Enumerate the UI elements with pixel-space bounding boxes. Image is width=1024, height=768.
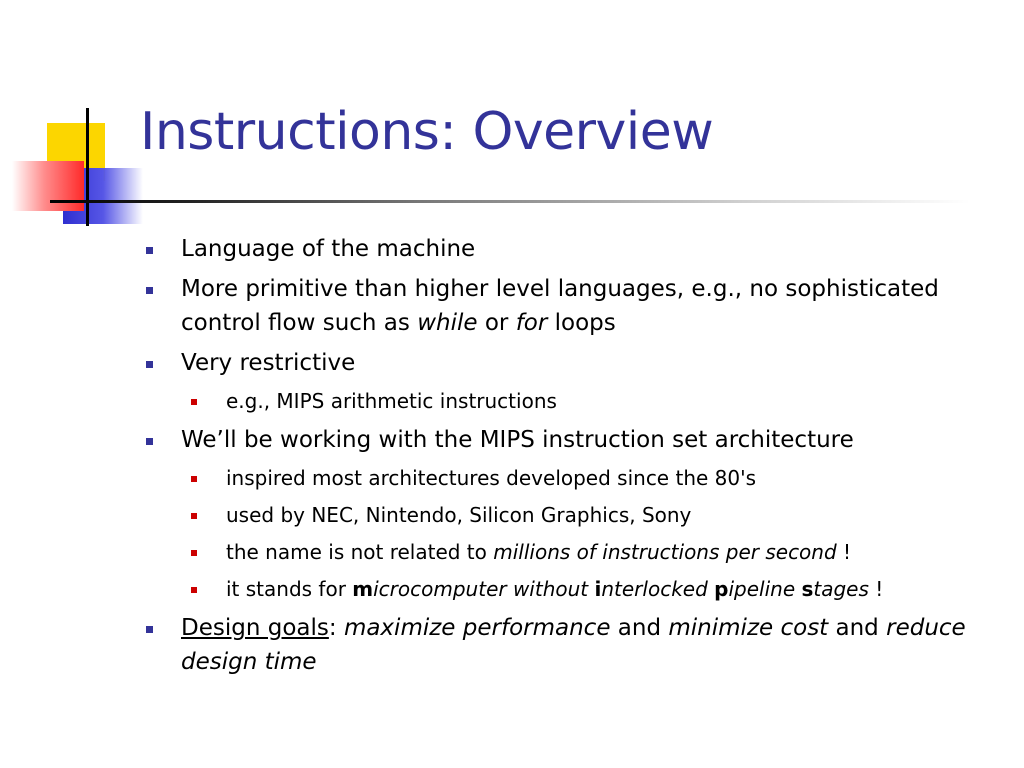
slide-title: Instructions: Overview — [140, 102, 714, 162]
keyword-for: for — [515, 310, 548, 336]
deco-red-square — [12, 161, 84, 211]
bullet-text: or — [477, 310, 516, 336]
acronym-letter-p: p — [714, 577, 729, 601]
acronym-word: nterlocked — [601, 577, 715, 601]
bullet-list — [146, 232, 1006, 685]
bullet-text: and — [828, 615, 887, 641]
bullet-restrictive — [146, 346, 1006, 380]
sub-bullet-arithmetic — [191, 386, 1006, 417]
sub-bullet-name — [191, 537, 1006, 568]
design-goals-label: Design goals — [181, 615, 329, 641]
sub-bullet-text: ! — [836, 540, 852, 564]
bullet-text: loops — [547, 310, 616, 336]
sub-bullet-text: it stands for — [226, 577, 353, 601]
acronym-letter-s: s — [801, 577, 814, 601]
goal-minimize: minimize cost — [668, 615, 829, 641]
bullet-language — [146, 232, 1006, 266]
goal-reduce: reduce design time — [181, 615, 966, 675]
acronym-letter-m: m — [352, 577, 374, 601]
bullet-text: and — [610, 615, 669, 641]
sub-bullet-text: used by NEC, Nintendo, Silicon Graphics, Sony — [226, 503, 692, 527]
bullet-primitive — [146, 272, 1006, 340]
sub-bullet-text: the name is not related to — [226, 540, 494, 564]
bullet-text: : — [328, 615, 344, 641]
sub-bullet-text: e.g., MIPS arithmetic instructions — [226, 389, 557, 413]
sub-bullet-acronym — [191, 574, 1006, 605]
bullet-text: Language of the machine — [181, 236, 476, 262]
bullet-mips — [146, 423, 1006, 457]
acronym-word: icrocomputer without — [373, 577, 595, 601]
sub-bullet-text: ! — [868, 577, 884, 601]
acronym-letter-i: i — [594, 577, 602, 601]
emphasis-mips-expansion: millions of instructions per second — [493, 540, 837, 564]
keyword-while: while — [417, 310, 478, 336]
sub-bullet-inspired — [191, 463, 1006, 494]
acronym-word: tages — [813, 577, 869, 601]
goal-maximize: maximize performance — [343, 615, 611, 641]
sub-bullet-text: inspired most architectures developed since the 80's — [226, 466, 757, 490]
bullet-text: More primitive than higher level languages, e.g., no sophisticated control flow such as — [181, 276, 939, 336]
sub-bullet-used-by — [191, 500, 1006, 531]
bullet-text: Very restrictive — [181, 350, 356, 376]
deco-vertical-line — [86, 108, 89, 226]
bullet-text: We’ll be working with the MIPS instruction set architecture — [181, 427, 854, 453]
acronym-word: ipeline — [728, 577, 802, 601]
title-underline-rule — [50, 200, 970, 203]
bullet-design-goals — [146, 611, 1006, 679]
